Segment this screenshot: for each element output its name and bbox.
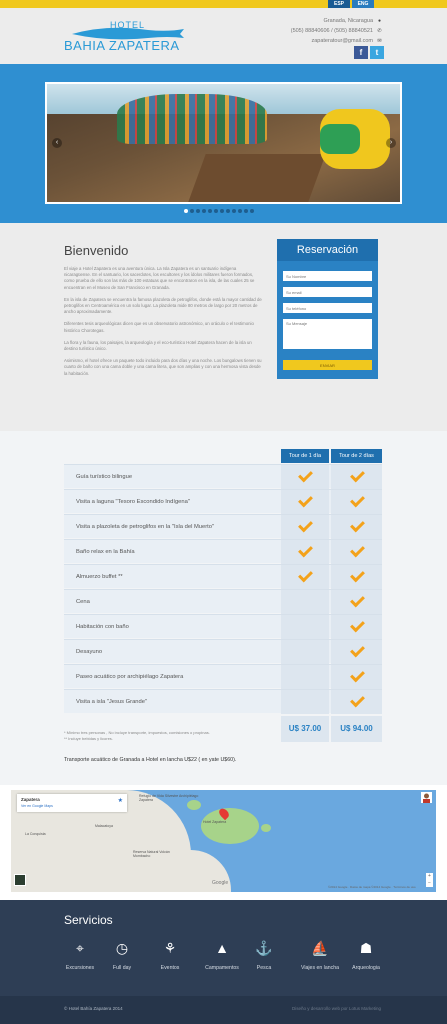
check-icon: [351, 546, 363, 554]
service-label: Pesca: [256, 965, 272, 971]
person-icon: [421, 792, 432, 803]
contact-info: [291, 16, 383, 46]
welcome-paragraph: El viaje a Hotel Zapatera es una aventura única. La Isla Zapatera es un santuario indígena nicaragüense. En el santuario, los sacerdotes, los escultores y los ídolos militares fueron formados, como prueba de ello son las más de 100 estatuas que se encontraron en la isla, de las cuales 25 se encuentran en el Museo de San Francisco en Granada.: [64, 266, 255, 290]
service-item-campamentos[interactable]: [200, 937, 244, 971]
welcome-title: Bienvenido: [64, 243, 129, 258]
service-label: Campamentos: [205, 965, 239, 971]
reservation-form: [277, 239, 378, 379]
table-row: [64, 464, 382, 488]
tour-1-day-cell: [281, 665, 329, 689]
view-google-maps-link[interactable]: Ver en Google Maps: [21, 804, 53, 808]
location-text: Granada, Nicaragua: [323, 18, 373, 24]
tour-1-day-header: Tour de 1 día: [281, 449, 329, 463]
services-title: Servicios: [64, 913, 113, 927]
hotel-logo[interactable]: [64, 20, 194, 62]
row-label: Paseo acuático por archipiélago Zapatera: [76, 674, 184, 680]
row-label: Cena: [76, 599, 90, 605]
send-button[interactable]: ENVIAR: [283, 360, 372, 370]
table-row: [64, 489, 382, 513]
service-item-excursiones[interactable]: [60, 937, 100, 971]
envelope-icon: ✉: [377, 38, 382, 44]
check-icon: [351, 646, 363, 654]
welcome-text: [64, 266, 264, 383]
welcome-paragraph: Diferentes tesis arqueológicas dicen que es un observatorio astronómico, un oráculo o el testimonio histórico Chorotegas.: [64, 321, 254, 333]
service-icon: ⚓: [255, 940, 273, 956]
note-2: ** Incluye bebidas y licores.: [64, 736, 113, 741]
service-item-eventos[interactable]: [156, 937, 184, 971]
google-map[interactable]: [11, 790, 436, 892]
lang-esp-button[interactable]: ESP: [328, 0, 350, 8]
map-satellite-thumbnail[interactable]: [14, 874, 26, 886]
check-icon: [351, 571, 363, 579]
reservation-title: Reservación: [277, 239, 378, 261]
price-1-day: U$ 37.00: [281, 716, 329, 742]
location-line: [291, 16, 383, 26]
map-label-hotel: Hotel Zapatera: [203, 820, 227, 824]
logo-name-text: BAHIA ZAPATERA: [64, 38, 180, 53]
welcome-paragraph: La flora y la fauna, los paisajes, la arqueología y el eco-turístico Hotel Zapatera hacen de la isla un destino turístico único.: [64, 339, 252, 352]
check-icon: [351, 496, 363, 504]
table-row: [64, 539, 382, 563]
check-icon: [299, 496, 311, 504]
check-icon: [351, 696, 363, 704]
check-icon: [351, 596, 363, 604]
service-icon: ⌖: [76, 940, 84, 956]
row-label: Visita a laguna "Tesoro Escondido Indígena": [76, 499, 190, 505]
slider-dot[interactable]: [202, 209, 206, 213]
service-icon: ☗: [359, 940, 373, 956]
map-footer: ©2014 Google · Datos de mapa ©2014 Google · Términos de uso: [328, 885, 416, 889]
map-zoom-control[interactable]: [426, 873, 433, 887]
tour-1-day-cell: [281, 690, 329, 714]
slider-dot[interactable]: [232, 209, 236, 213]
slider-dot[interactable]: [244, 209, 248, 213]
phone-input[interactable]: [283, 303, 372, 313]
message-input[interactable]: [283, 319, 372, 349]
map-island: [201, 808, 259, 844]
slide-image: [45, 82, 402, 204]
email-text[interactable]: zapateratour@gmail.com: [311, 38, 373, 44]
table-row: [64, 564, 382, 588]
check-icon: [299, 471, 311, 479]
slider-dot[interactable]: [250, 209, 254, 213]
check-icon: [299, 546, 311, 554]
facebook-icon[interactable]: f: [354, 46, 368, 59]
zoom-out-button[interactable]: −: [428, 880, 431, 886]
tour-1-day-cell: [281, 590, 329, 614]
welcome-paragraph: Asimismo, el hotel ofrece un paquete todo incluido para dos días y una noche. Los bungalows tienen su cuarto de baño con una cama doble y una cama litera, que son amplias y con una hermosa vista desde la habitación.: [64, 358, 262, 376]
row-label: Baño relax en la Bahía: [76, 549, 135, 555]
tour-1-day-cell: [281, 615, 329, 639]
welcome-section: [0, 223, 447, 431]
credits-link[interactable]: Diseño y desarrollo web por Lotus Marketing: [291, 1006, 381, 1011]
slider-dots: [184, 209, 254, 213]
service-icon: ◷: [115, 940, 129, 956]
map-label-refugio: Refugio de Vida Silvestre Archipiélago Zapatera: [139, 794, 199, 802]
map-marker-icon: ●: [377, 18, 382, 24]
row-label: Guía turístico bilingue: [76, 474, 133, 480]
map-islet: [261, 824, 271, 832]
slider-dot[interactable]: [220, 209, 224, 213]
service-item-arqueologia[interactable]: [346, 937, 386, 971]
slider-dot[interactable]: [196, 209, 200, 213]
copyright-text: © Hotel Bahía Zapatera 2014: [64, 1006, 123, 1011]
map-place-name: Zapatera: [21, 797, 40, 802]
slider-dot[interactable]: [184, 209, 188, 213]
slider-dot[interactable]: [226, 209, 230, 213]
check-icon: [351, 671, 363, 679]
service-icon: ⚘: [163, 940, 177, 956]
phone-text: (505) 88840606 / (505) 88840521: [290, 28, 373, 34]
price-2-days: U$ 94.00: [331, 716, 382, 742]
phone-icon: ✆: [377, 28, 382, 34]
table-row: [64, 614, 382, 638]
table-row: [64, 589, 382, 613]
email-input[interactable]: [283, 287, 372, 297]
service-item-pesca[interactable]: [250, 937, 278, 971]
zoom-in-button[interactable]: +: [428, 873, 431, 879]
note-1: * Mínimo tres personas , No incluye transporte, impuestos, comisiones o propinas.: [64, 730, 210, 735]
map-info-box: [17, 794, 127, 812]
table-row: [64, 689, 382, 713]
tour-1-day-cell: [281, 640, 329, 664]
row-label: Visita a plazoleta de petroglifos en la "Isla del Muerto": [76, 524, 215, 530]
star-icon[interactable]: ★: [117, 798, 123, 804]
service-label: Full day: [112, 965, 132, 971]
service-icon: ⛵: [311, 940, 329, 956]
slider-dot[interactable]: [190, 209, 194, 213]
service-item-viajes-en-lancha[interactable]: [292, 937, 348, 971]
top-bar: [0, 0, 447, 8]
email-line[interactable]: [291, 36, 383, 46]
row-label: Habitación con baño: [76, 624, 129, 630]
row-label: Desayuno: [76, 649, 103, 655]
tour-2-days-header: Tour de 2 días: [331, 449, 382, 463]
logo-hotel-text: HOTEL: [110, 20, 146, 30]
slider-dot[interactable]: [208, 209, 212, 213]
service-label: Viajes en lancha: [301, 965, 339, 971]
table-row: [64, 514, 382, 538]
avatar[interactable]: [421, 792, 432, 803]
slider-next-icon[interactable]: ›: [386, 138, 396, 148]
map-label-malacatoya: Malacatoya: [95, 824, 113, 828]
check-icon: [351, 521, 363, 529]
slider-prev-icon[interactable]: ‹: [52, 138, 62, 148]
map-label-conquista: La Conquista: [25, 832, 46, 836]
service-label: Arqueologia: [352, 965, 380, 971]
tour-notes: [64, 730, 264, 742]
name-input[interactable]: [283, 271, 372, 281]
lang-eng-button[interactable]: ENG: [352, 0, 374, 8]
green-cushion: [320, 124, 360, 154]
check-icon: [351, 621, 363, 629]
row-label: Almuerzo buffet **: [76, 574, 123, 580]
phone-line: [291, 26, 383, 36]
twitter-icon[interactable]: t: [370, 46, 384, 59]
footer: [0, 996, 447, 1024]
transport-note: Transporte acuático de Granada a Hotel en lancha U$22 ( en yate U$60).: [64, 757, 237, 763]
slider-dot[interactable]: [238, 209, 242, 213]
row-label: Visita a isla "Jesus Grande": [76, 699, 148, 705]
check-icon: [299, 571, 311, 579]
google-logo: Google: [212, 880, 229, 886]
table-row: [64, 664, 382, 688]
welcome-paragraph: En la isla de Zapatera se encuentra la famosa plazoleta de petroglifos, donde está la mayor cantidad de petroglifos en Centroamérica en un solo lugar. La plazoleta mide 80 metros de largo por 20 metros de ancho aproximadamente.: [64, 296, 262, 315]
check-icon: [299, 521, 311, 529]
slider-dot[interactable]: [214, 209, 218, 213]
hammock-chairs: [117, 94, 267, 144]
map-label-mombacho: Reserva Natural Volcán Mombacho: [133, 850, 170, 858]
check-icon: [351, 471, 363, 479]
table-row: [64, 639, 382, 663]
service-icon: ▲: [215, 940, 229, 956]
wooden-table: [188, 154, 325, 202]
service-label: Eventos: [160, 965, 180, 971]
service-item-full-day[interactable]: [108, 937, 136, 971]
service-label: Excursiones: [65, 965, 95, 971]
